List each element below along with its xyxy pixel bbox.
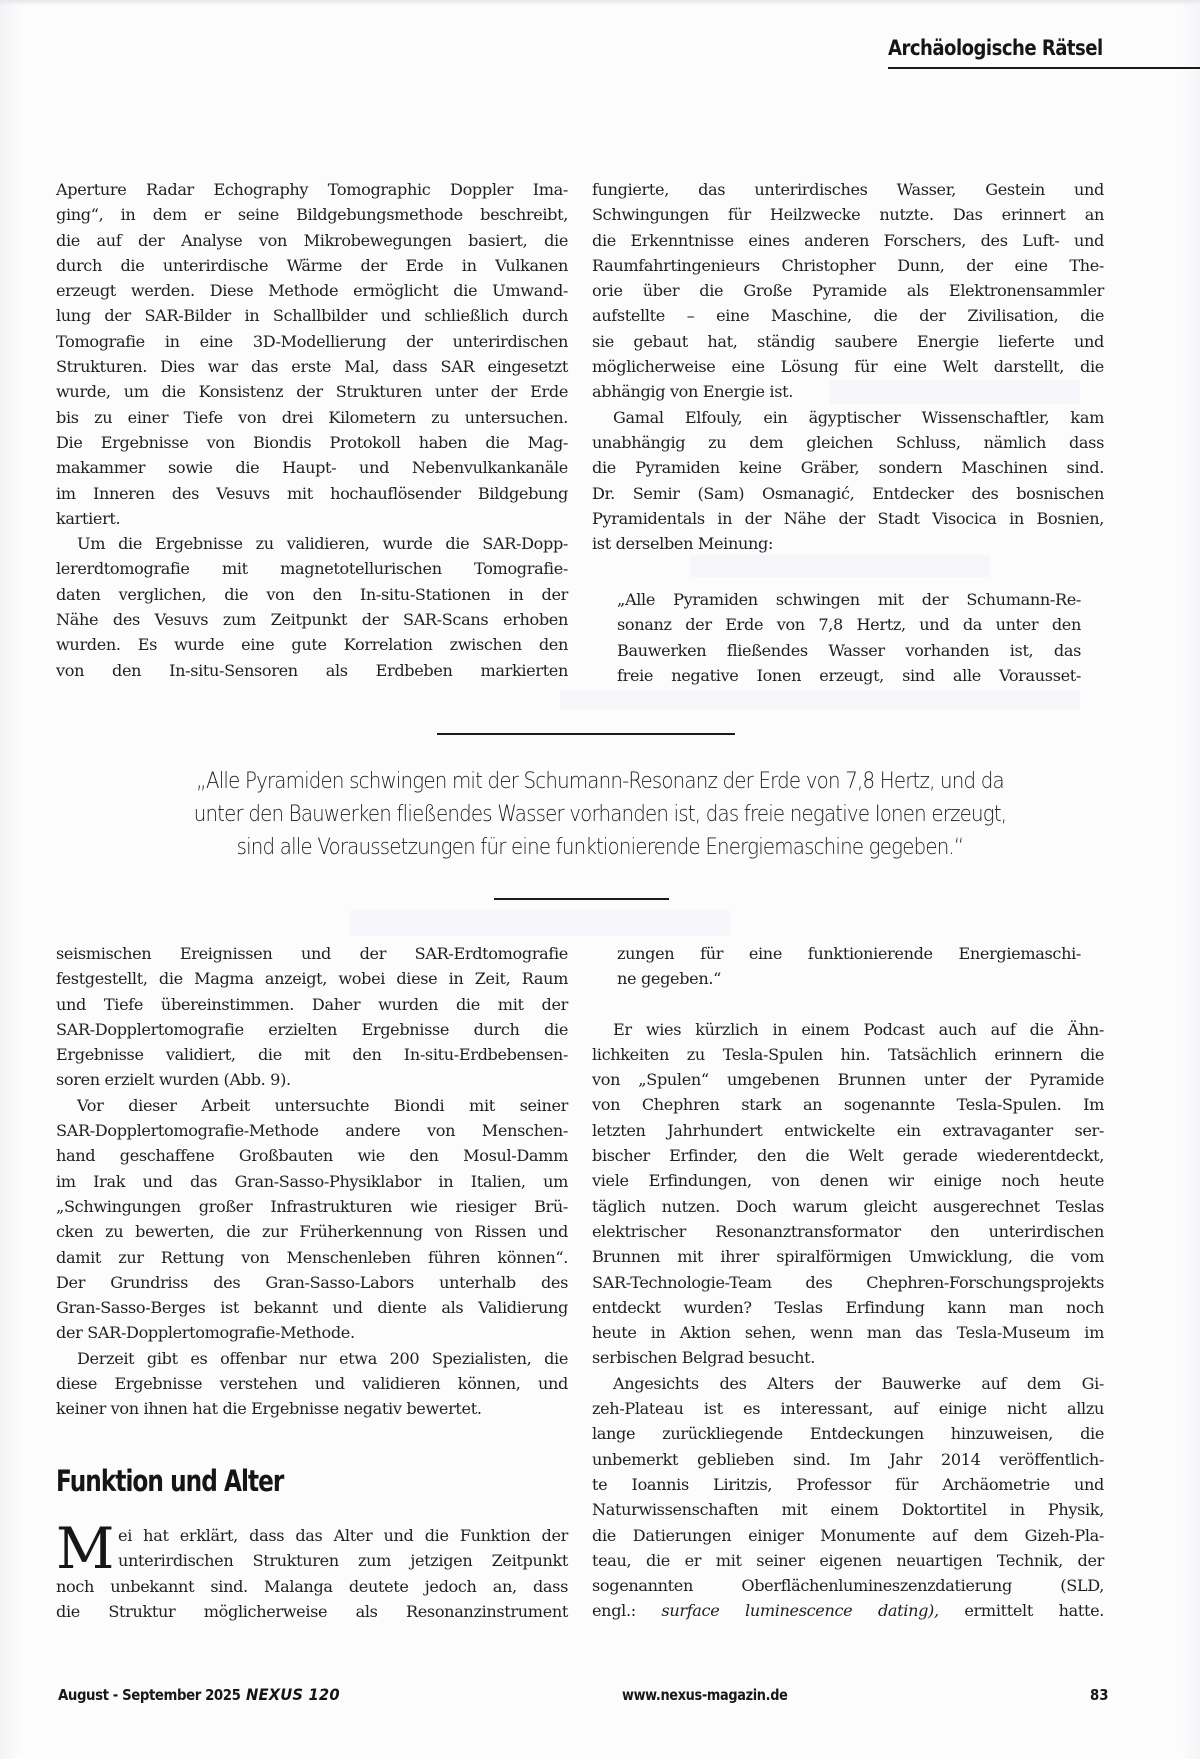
text-line: erzeugt werden. Diese Methode ermöglicht die Umwand-: [56, 281, 568, 301]
text-line: viele Erfindungen, von denen wir einige noch heute: [592, 1171, 1104, 1191]
text-line: Aperture Radar Echography Tomographic Doppler Ima-: [56, 180, 568, 199]
pull-quote-line: sind alle Voraussetzungen für eine funktionierende Energiemaschine gegeben.“: [236, 835, 964, 860]
text-line: letzten Jahrhundert entwickelte ein extravaganter ser-: [592, 1120, 1104, 1140]
quote-line: sonanz der Erde von 7,8 Hertz, und da unter den: [617, 615, 1081, 635]
text-line: unabhängig zu dem gleichen Schluss, nämlich dass: [592, 432, 1104, 452]
text-line: serbischen Belgrad besucht.: [592, 1348, 816, 1368]
text-line: keiner von ihnen hat die Ergebnisse negativ bewertet.: [56, 1399, 482, 1419]
text-line: Um die Ergebnisse zu validieren, wurde die SAR-Dopp-: [77, 534, 568, 554]
text-line: die Pyramiden keine Gräber, sondern Maschinen sind.: [592, 458, 1104, 478]
text-line: Naturwissenschaften mit einem Doktortitel in Physik,: [592, 1500, 1104, 1520]
text-line: SAR-Dopplertomografie-Methode andere von Menschen-: [56, 1121, 568, 1141]
text-line: aufstellte – eine Maschine, die der Zivilisation, die: [592, 306, 1104, 326]
text-line: die auf der Analyse von Mikrobewegungen basiert, die: [56, 230, 568, 250]
text-line: bischer Erfinder, den die Welt gerade wiederentdeckt,: [592, 1146, 1104, 1166]
scan-edge-shade: [0, 0, 1200, 6]
pull-quote-line: unter den Bauwerken fließendes Wasser vorhanden ist, das freie negative Ionen erzeugt,: [193, 802, 1007, 827]
pull-quote-rule-top: [437, 733, 735, 735]
quote-line: zungen für eine funktionierende Energiemaschi-: [617, 944, 1081, 963]
text-line: teau, die er mit seiner eigenen neuartigen Technik, der: [592, 1550, 1104, 1570]
text-line: soren erzielt wurden (Abb. 9).: [56, 1070, 291, 1090]
text-line: Raumfahrtingenieurs Christopher Dunn, der eine The-: [592, 255, 1104, 275]
text-line: heute in Aktion sehen, wenn man das Tesla-Museum im: [592, 1323, 1104, 1343]
subheading: Funktion und Alter: [56, 1464, 284, 1498]
page-number: 83: [1090, 1686, 1109, 1704]
text-line: ging“, in dem er seine Bildgebungsmethode beschreibt,: [56, 205, 568, 225]
pull-quote: [120, 765, 1080, 864]
text-line: wurden. Es wurde eine gute Korrelation zwischen den: [56, 635, 568, 655]
text-line: Derzeit gibt es offenbar nur etwa 200 Spezialisten, die: [77, 1348, 568, 1368]
text-line: täglich nutzen. Doch warum gleicht ausgerechnet Teslas: [592, 1196, 1104, 1216]
italic-term: surface luminescence dating),: [661, 1601, 939, 1621]
text-line: lichkeiten zu Tesla-Spulen hin. Tatsächlich erinnern die: [592, 1044, 1104, 1064]
text-line: und Tiefe übereinstimmen. Daher wurden die mit der: [56, 994, 568, 1014]
text-line: cken zu bewerten, die zur Früherkennung von Rissen und: [56, 1222, 568, 1242]
text-line: daten verglichen, die von den In-situ-Stationen in der: [56, 584, 568, 604]
quote-line: ne gegeben.“: [617, 969, 721, 989]
text-line: Dr. Semir (Sam) Osmanagić, Entdecker des bosnischen: [592, 483, 1104, 503]
text-line: Gran-Sasso-Berges ist bekannt und diente als Validierung: [56, 1298, 568, 1318]
text-fragment: ermittelt hatte.: [938, 1601, 1105, 1621]
left-column-top: [56, 177, 568, 683]
text-line: hand geschaffene Großbauten wie den Mosul-Damm: [56, 1146, 568, 1166]
issue-date: August - September 2025: [58, 1686, 241, 1704]
text-line: Ergebnisse validiert, die mit den In-situ-Erdbebensen-: [56, 1045, 568, 1065]
header-rule: [888, 67, 1200, 69]
text-line: von den In-situ-Sensoren als Erdbeben markierten: [56, 660, 568, 680]
text-line: Nähe des Vesuvs zum Zeitpunkt der SAR-Scans erhoben: [56, 610, 568, 630]
text-line: noch unbekannt sind. Malanga deutete jedoch an, dass: [56, 1576, 568, 1596]
text-line: SAR-Dopplertomografie erzielten Ergebnisse durch die: [56, 1019, 568, 1039]
text-line: unterirdischen Strukturen zum jetzigen Zeitpunkt: [118, 1551, 568, 1571]
left-column-bottom: [56, 941, 568, 1422]
text-line: Die Ergebnisse von Biondis Protokoll haben die Mag-: [56, 432, 568, 452]
text-line: Pyramidentals in der Nähe der Stadt Visocica in Bosnien,: [592, 508, 1104, 528]
text-line: Vor dieser Arbeit untersuchte Biondi mit seiner: [77, 1095, 568, 1115]
text-line: makammer sowie die Haupt- und Nebenvulkankanäle: [56, 458, 568, 478]
text-line: lange zurückliegende Entdeckungen hinzuweisen, die: [592, 1424, 1104, 1444]
text-line: ist derselben Meinung:: [592, 534, 774, 554]
text-line: damit zur Rettung von Menschenleben führen können“.: [56, 1247, 568, 1267]
text-line: fungierte, das unterirdisches Wasser, Gestein und: [592, 180, 1104, 199]
text-line: diese Ergebnisse verstehen und validieren können, und: [56, 1374, 568, 1394]
text-line: SAR-Technologie-Team des Chephren-Forschungsprojekts: [592, 1272, 1104, 1292]
text-line: die Erkenntnisse eines anderen Forschers, des Luft- und: [592, 230, 1104, 250]
text-line: zeh-Plateau ist es interessant, auf einige nicht allzu: [592, 1399, 1104, 1419]
text-line: elektrischer Resonanztransformator den unterirdischen: [592, 1221, 1104, 1241]
text-line: ei hat erklärt, dass das Alter und die Funktion der: [118, 1526, 568, 1545]
drop-cap: M: [56, 1516, 115, 1582]
text-line: Der Grundriss des Gran-Sasso-Labors unterhalb des: [56, 1272, 568, 1292]
quote-line: „Alle Pyramiden schwingen mit der Schumann-Re-: [617, 590, 1081, 609]
text-line: die Struktur möglicherweise als Resonanzinstrument: [56, 1601, 568, 1621]
text-line: kartiert.: [56, 508, 121, 528]
text-line: Tomografie in eine 3D-Modellierung der unterirdischen: [56, 331, 568, 351]
text-line: wurde, um die Konsistenz der Strukturen unter der Erde: [56, 382, 568, 402]
text-fragment: engl.:: [592, 1601, 662, 1621]
text-line: Gamal Elfouly, ein ägyptischer Wissenschaftler, kam: [613, 407, 1104, 427]
section-header: Archäologische Rätsel: [888, 36, 1103, 60]
text-line: sogenannten Oberflächenlumineszenzdatierung (SLD,: [592, 1576, 1104, 1596]
text-line: die Datierungen einiger Monumente auf dem Gizeh-Pla-: [592, 1525, 1104, 1545]
text-line: festgestellt, die Magma anzeigt, wobei diese in Zeit, Raum: [56, 969, 568, 989]
text-line: im Inneren des Vesuvs mit hochauflösender Bildgebung: [56, 483, 568, 503]
right-column-top: [592, 177, 1104, 556]
text-line: abhängig von Energie ist.: [592, 382, 794, 402]
text-line: durch die unterirdische Wärme der Erde in Vulkanen: [56, 255, 568, 275]
website-url[interactable]: www.nexus-magazin.de: [622, 1686, 788, 1704]
bleed-through-band: [560, 690, 1080, 710]
quote-line: Bauwerken fließendes Wasser vorhanden ist, das: [617, 640, 1081, 660]
block-quote: [617, 587, 1081, 688]
pull-quote-line: „Alle Pyramiden schwingen mit der Schumann-Resonanz der Erde von 7,8 Hertz, und da: [196, 769, 1004, 794]
text-line: te Ioannis Liritzis, Professor für Archäometrie und: [592, 1474, 1104, 1494]
text-line: von „Spulen“ umgebenen Brunnen unter der Pyramide: [592, 1070, 1104, 1090]
text-line: entdeckt wurden? Teslas Erfindung kann man noch: [592, 1297, 1104, 1317]
text-line: Er wies kürzlich in einem Podcast auch auf die Ähn-: [613, 1019, 1104, 1039]
text-line: lung der SAR-Bilder in Schallbilder und schließlich durch: [56, 306, 568, 326]
text-line: lererdtomografie mit magnetotellurischen Tomografie-: [56, 559, 568, 579]
bleed-through-band: [690, 555, 990, 577]
text-line: der SAR-Dopplertomografie-Methode.: [56, 1323, 355, 1343]
paragraph-spacer: [592, 992, 1104, 1017]
text-line: Strukturen. Dies war das erste Mal, dass SAR eingesetzt: [56, 357, 568, 377]
text-line: sie gebaut hat, ständig saubere Energie lieferte und: [592, 331, 1104, 351]
text-line: Brunnen mit ihrer spiralförmigen Umwicklung, die vom: [592, 1247, 1104, 1267]
text-line: Schwingungen für Heilzwecke nutzte. Das erinnert an: [592, 205, 1104, 225]
text-line: seismischen Ereignissen und der SAR-Erdtomografie: [56, 944, 568, 963]
text-line: möglicherweise eine Lösung für eine Welt darstellt, die: [592, 357, 1104, 377]
quote-line: freie negative Ionen erzeugt, sind alle Vorausset-: [617, 665, 1081, 685]
magazine-brand: NEXUS 120: [246, 1685, 340, 1704]
left-column-final-paragraph: [56, 1516, 568, 1624]
text-line: orie über die Große Pyramide als Elektronensammler: [592, 281, 1104, 301]
text-line: [592, 1598, 1104, 1623]
text-line: von Chephren stark an sogenannte Tesla-Spulen. Im: [592, 1095, 1104, 1115]
text-line: „Schwingungen großer Infrastrukturen wie riesiger Brü-: [56, 1196, 568, 1216]
pull-quote-rule-bottom: [494, 898, 669, 900]
right-column-bottom: [592, 941, 1104, 1624]
bleed-through-band: [350, 910, 730, 936]
text-line: Angesichts des Alters der Bauwerke auf dem Gi-: [613, 1373, 1104, 1393]
block-quote-continuation: [592, 941, 1081, 992]
text-line: im Irak und das Gran-Sasso-Physiklabor in Italien, um: [56, 1171, 568, 1191]
text-line: bis zu einer Tiefe von drei Kilometern zu untersuchen.: [56, 407, 568, 427]
text-line: unbemerkt geblieben sind. Im Jahr 2014 veröffentlich-: [592, 1449, 1104, 1469]
